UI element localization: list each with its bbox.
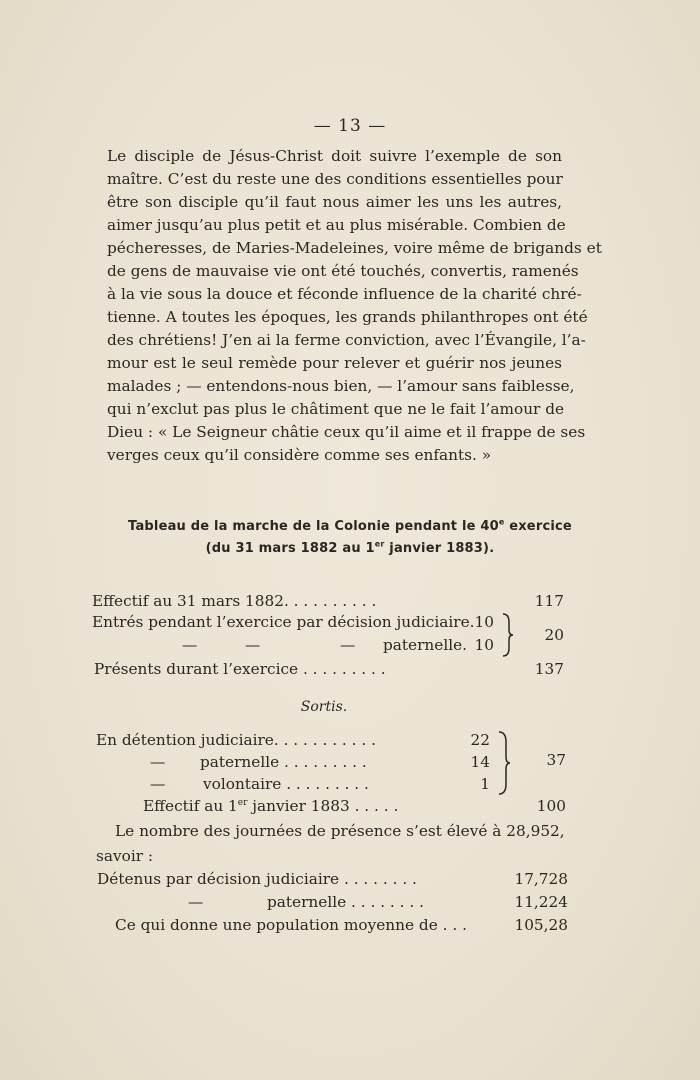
right-brace <box>500 612 514 658</box>
paragraph-line: de gens de mauvaise vie ont été touchés, convertis, ramenés <box>107 262 579 280</box>
ditto-dash: — <box>188 893 204 911</box>
row-value: 105,28 <box>514 916 568 934</box>
table-title-line2: (du 31 mars 1882 au 1er janvier 1883). <box>205 539 495 556</box>
row-value: 11,224 <box>514 893 568 911</box>
row-label: volontaire . . . . . . . . . <box>203 775 369 793</box>
paragraph-line: être son disciple qu’il faut nous aimer les uns les autres, <box>107 193 562 211</box>
ditto-dash: — <box>150 775 166 793</box>
paragraph-line: verges ceux qu’il considère comme ses enfants. » <box>107 446 492 464</box>
row-label: Ce qui donne une population moyenne de . . . <box>115 916 467 934</box>
ditto-dash: — <box>182 636 198 654</box>
paragraph-line: Dieu : « Le Seigneur châtie ceux qu’il aime et il frappe de ses <box>107 423 586 441</box>
ditto-dash: — <box>340 636 356 654</box>
row-total: 100 <box>536 797 566 815</box>
journees-savoir: savoir : <box>96 847 154 865</box>
body-paragraph <box>107 145 602 467</box>
paragraph-line: à la vie sous la douce et féconde influence de la charité chré- <box>107 285 582 303</box>
ditto-dash: — <box>150 753 166 771</box>
row-value: 10 <box>474 636 494 654</box>
paragraph-line: des chrétiens! J’en ai la ferme conviction, avec l’Évangile, l’a- <box>107 331 586 349</box>
row-value: 17,728 <box>514 870 568 888</box>
paragraph-line: pécheresses, de Maries-Madeleines, voire même de brigands et <box>107 239 602 257</box>
paragraph-line: tienne. A toutes les époques, les grands philanthropes ont été <box>107 308 588 326</box>
book-page: — 13 — Le disciple de Jésus-Christ doit suivre l’exemple de son maître. C’est du reste une des conditions essentielles pour être son disciple qu’il faut nous aimer les uns les autres, aimer jusqu’au plus petit et au plus misérable. Combien de pécheresses, de Maries-Madeleines, voire même de brigands et de gens de mauvaise vie ont été touchés, convertis, ramenés à la vie sous la douce et féconde influence de la charité chré- tienne. A toutes les époques, les grands philanthropes ont été des chrétiens! J’en ai la ferme conviction, avec l’Évangile, l’a- mour est le seul remède pour relever et guérir nos jeunes malades ; — entendons-nous bien, — l’amour sans faiblesse, qui n’exclut pas plus le châtiment que ne le fait l’amour de Dieu : « Le Seigneur châtie ceux qu’il aime et il frappe de ses verges ceux qu’il considère comme ses enfants. » Tableau de la marche de la Colonie pendant le 40e exercice (du 31 mars 1882 au 1er janvier 1883). Effectif au 31 mars 1882. . . . . . . . . . 117 Entrés pendant l’exercice par décision judiciaire. 10 — — — paternelle. 10 20 Présents durant l’exercice . . . . . . . . . 137 Sortis. En détention judiciaire. . . . . . . . . . . 22 — paternelle . . . . . . . . . 14 — volontaire . . . . . . . . . 1 37 Effectif au 1er janvier 1883 . . . . . 100 Le nombre des journées de présence s’est élevé à 28,952, savoir : Détenus par décision judiciaire . . . . . . . . 17,728 — paternelle . . . . . . . . 11,224 Ce qui donne une population moyenne de . . . 105,28 <box>0 0 700 1080</box>
row-label: Présents durant l’exercice . . . . . . . . . <box>94 660 386 678</box>
ditto-dash: — <box>245 636 261 654</box>
page-number: — 13 — <box>313 116 387 136</box>
row-value: 1 <box>480 775 490 793</box>
row-value: 10 <box>474 613 494 631</box>
paragraph-line: malades ; — entendons-nous bien, — l’amour sans faiblesse, <box>107 377 575 395</box>
row-label: Détenus par décision judiciaire . . . . . . . . <box>97 870 417 888</box>
row-label: paternelle . . . . . . . . . <box>200 753 367 771</box>
journees-sentence: Le nombre des journées de présence s’est élevé à 28,952, <box>115 822 565 840</box>
row-label: Effectif au 31 mars 1882. . . . . . . . . . <box>92 592 377 610</box>
row-label: paternelle . . . . . . . . <box>267 893 424 911</box>
row-label: Effectif au 1er janvier 1883 . . . . . <box>143 797 399 815</box>
row-total: 117 <box>534 592 564 610</box>
paragraph-line: Le disciple de Jésus-Christ doit suivre l’exemple de son <box>107 147 562 165</box>
paragraph-line: mour est le seul remède pour relever et guérir nos jeunes <box>107 354 562 372</box>
row-value: 14 <box>470 753 490 771</box>
table-title-line1: Tableau de la marche de la Colonie pendant le 40e exercice <box>128 517 572 534</box>
paragraph-line: qui n’exclut pas plus le châtiment que ne le fait l’amour de <box>107 400 565 418</box>
right-brace <box>496 730 512 796</box>
row-label: Entrés pendant l’exercice par décision judiciaire. <box>92 613 475 631</box>
row-label: En détention judiciaire. . . . . . . . . . . <box>96 731 376 749</box>
paragraph-line: aimer jusqu’au plus petit et au plus misérable. Combien de <box>107 216 566 234</box>
paragraph-line: maître. C’est du reste une des conditions essentielles pour <box>107 170 563 188</box>
row-total: 137 <box>534 660 564 678</box>
sortis-heading: Sortis. <box>300 699 348 715</box>
row-label: paternelle. <box>383 636 468 654</box>
row-value: 22 <box>470 731 490 749</box>
